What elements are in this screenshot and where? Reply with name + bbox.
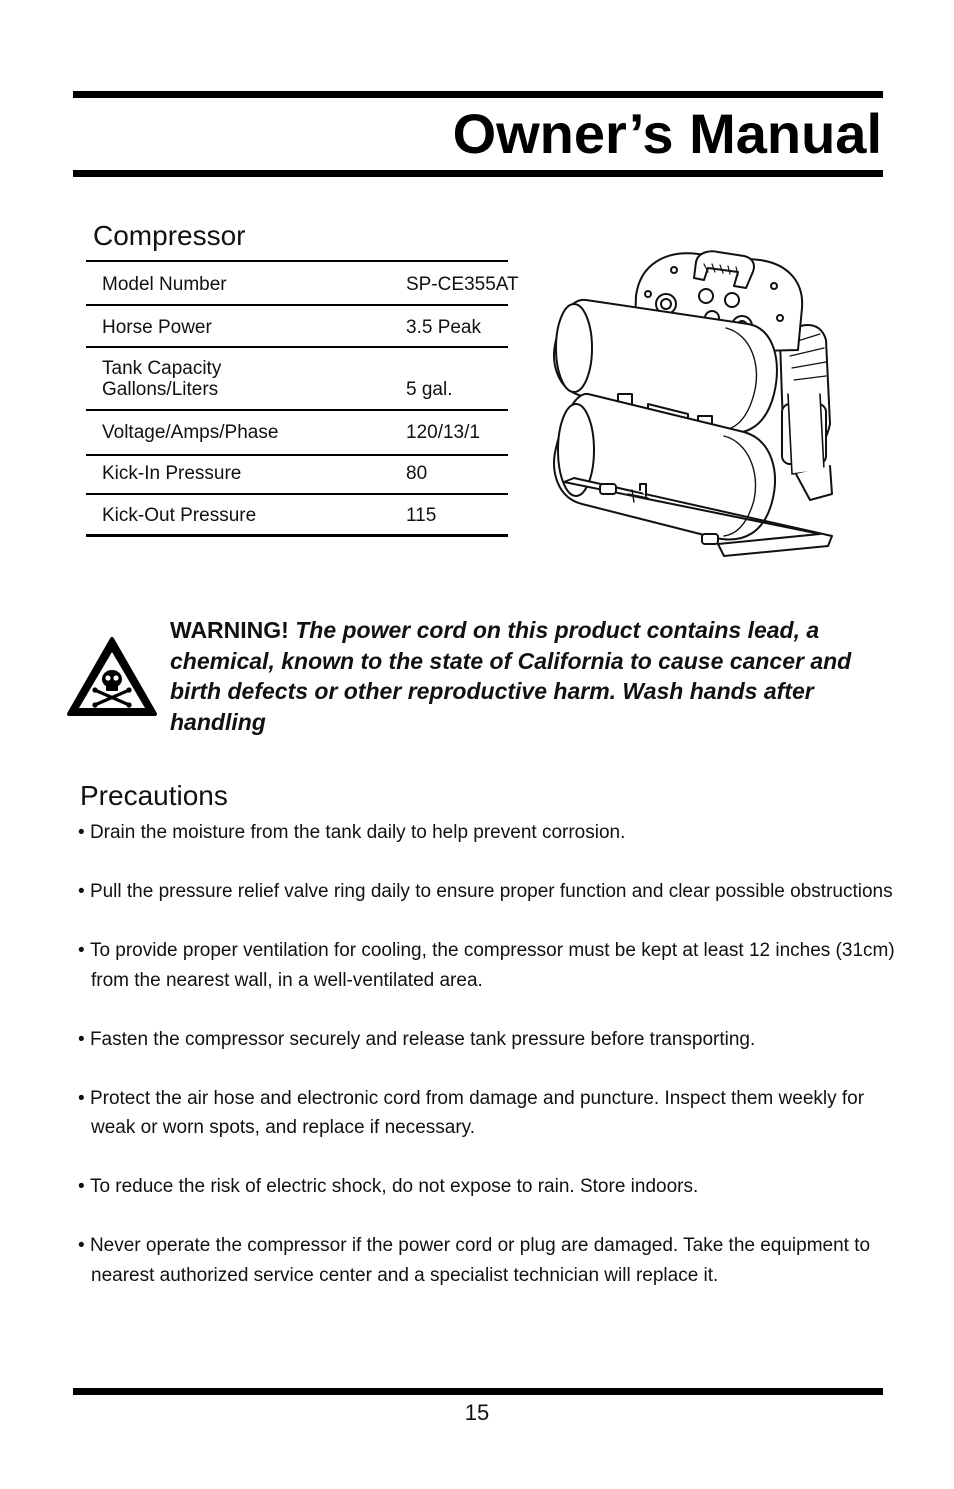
- page-title: Owner’s Manual: [452, 102, 882, 165]
- header-top-rule: [73, 91, 883, 98]
- precaution-item: • Pull the pressure relief valve ring daily to ensure proper function and clear possible obstructions: [78, 877, 898, 907]
- precautions-list: [78, 818, 898, 1320]
- precaution-item: • Fasten the compressor securely and release tank pressure before transporting.: [78, 1025, 898, 1055]
- spec-row-kick-out: [86, 493, 508, 537]
- page-number: 15: [464, 1400, 490, 1425]
- precaution-item: • Protect the air hose and electronic cord from damage and puncture. Inspect them weekly for weak or worn spots, and replace if necessary.: [78, 1084, 898, 1143]
- warning-text: [170, 615, 890, 737]
- toxic-skull-crossbones-icon: [66, 636, 158, 718]
- warning-label: WARNING!: [170, 617, 289, 643]
- header-bottom-rule: [73, 170, 883, 177]
- spec-value: 5 gal.: [406, 379, 453, 400]
- spec-label: Model Number: [102, 274, 227, 295]
- precaution-item: • To provide proper ventilation for cooling, the compressor must be kept at least 12 inches (31cm) from the nearest wall, in a well-ventilated area.: [78, 936, 898, 995]
- footer-rule: [73, 1388, 883, 1395]
- warning-message: The power cord on this product contains lead, a chemical, known to the state of California to cause cancer and birth defects or other reproductive harm. Wash hands after handling: [170, 617, 852, 735]
- precaution-item: • To reduce the risk of electric shock, do not expose to rain. Store indoors.: [78, 1172, 898, 1202]
- spec-row-horse-power: [86, 304, 508, 348]
- spec-value: 80: [406, 463, 428, 484]
- spec-row-tank-capacity: [86, 346, 508, 411]
- precaution-item: • Drain the moisture from the tank daily to help prevent corrosion.: [78, 818, 898, 848]
- precautions-heading: Precautions: [80, 780, 228, 811]
- spec-row-voltage: [86, 409, 508, 456]
- spec-row-kick-in: [86, 454, 508, 495]
- spec-label-line1: Tank Capacity: [102, 358, 222, 379]
- spec-label: Voltage/Amps/Phase: [102, 422, 279, 443]
- spec-value: 115: [406, 505, 437, 526]
- compressor-heading: Compressor: [93, 220, 246, 251]
- spec-value: SP-CE355AT: [406, 274, 519, 295]
- spec-label: Kick-Out Pressure: [102, 505, 257, 526]
- spec-value: 3.5 Peak: [406, 317, 481, 338]
- compressor-illustration: [548, 244, 848, 562]
- spec-label: Horse Power: [102, 317, 212, 338]
- spec-value: 120/13/1: [406, 422, 480, 443]
- precaution-item: • Never operate the compressor if the power cord or plug are damaged. Take the equipment to nearest authorized service center and a specialist technician will replace it.: [78, 1231, 898, 1290]
- spec-label-line2: Gallons/Liters: [102, 379, 219, 400]
- spec-label: Kick-In Pressure: [102, 463, 242, 484]
- spec-row-model: [86, 260, 519, 306]
